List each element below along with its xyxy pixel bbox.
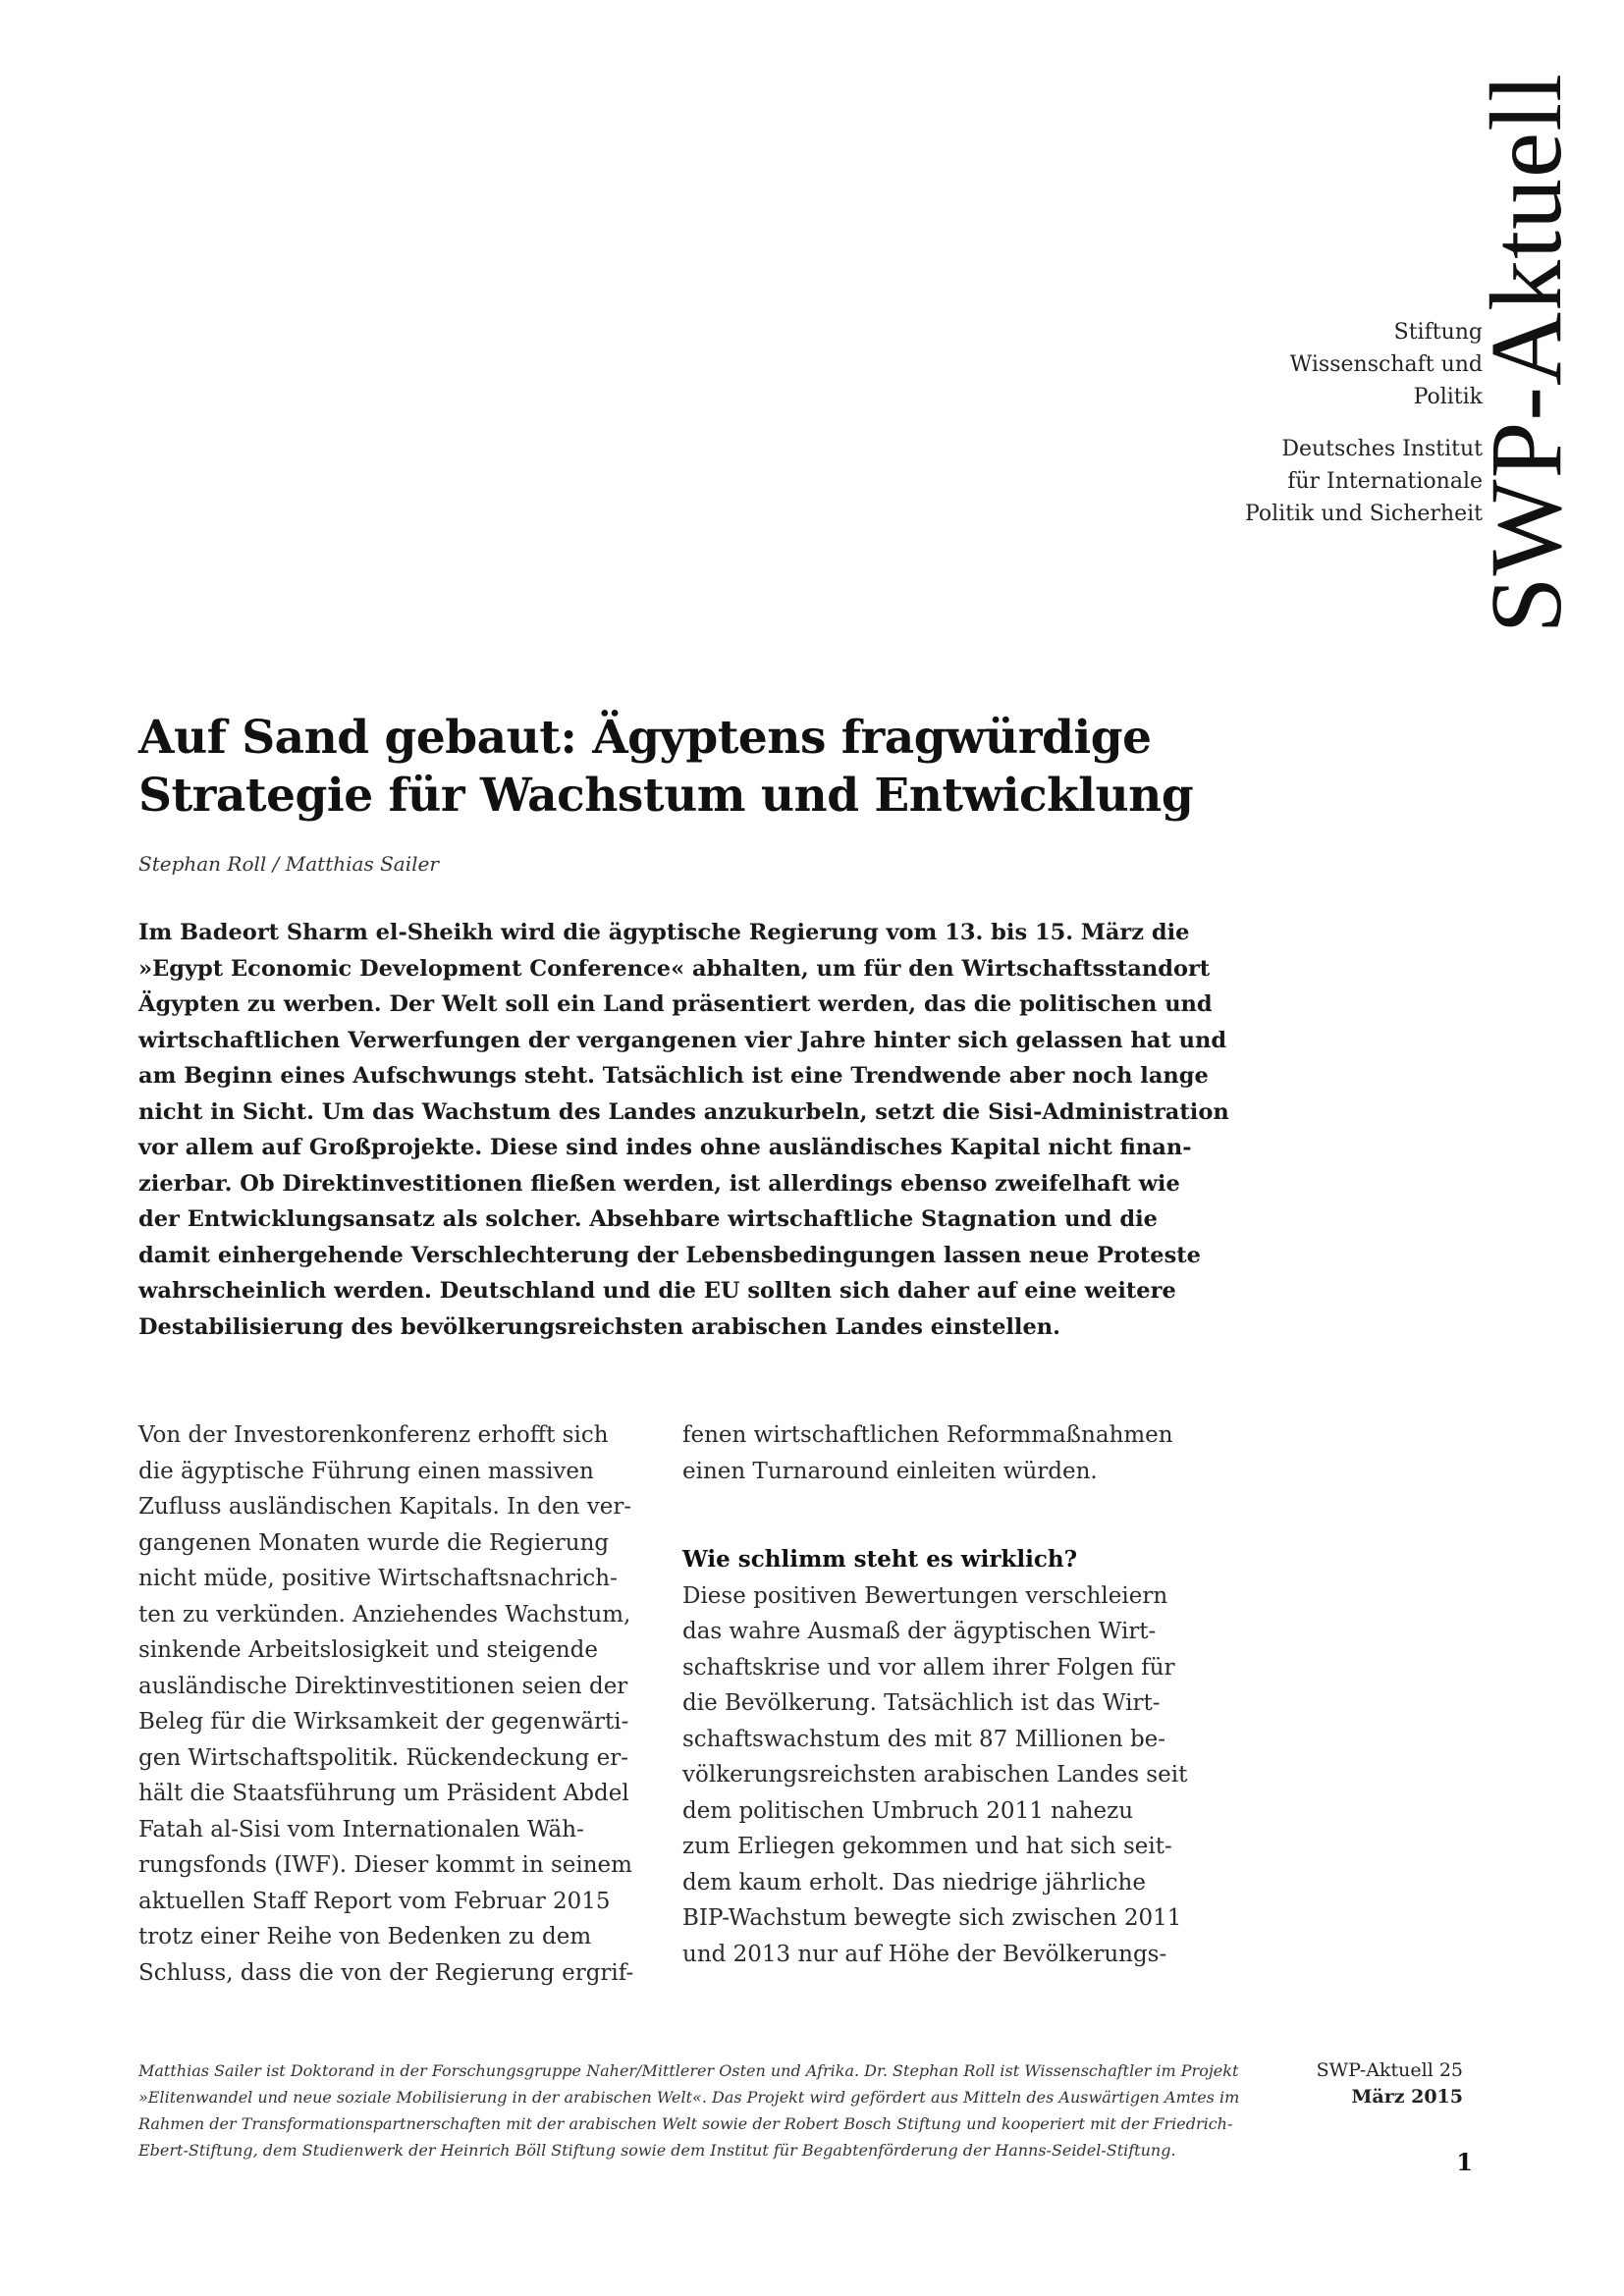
institution-subtitle [1159,433,1483,530]
institution-name [1159,316,1483,413]
institution-name-line: Politik [1413,385,1483,409]
institution-name-line: Wissenschaft und [1289,352,1483,377]
institution-subtitle-line: Deutsches Institut [1281,437,1483,461]
abstract-line: damit einhergehende Verschlechterung der Lebensbedingungen lassen neue Proteste [138,1242,1201,1268]
author-footnote [138,2057,1268,2163]
body-column-left [138,1417,649,1991]
abstract-line: wahrscheinlich werden. Deutschland und die EU sollten sich daher auf eine weitere [138,1278,1176,1304]
article-abstract [138,915,1229,1345]
footnote-line: »Elitenwandel und neue soziale Mobilisierung in der arabischen Welt«. Das Projekt wird gefördert aus Mitteln des Auswärtigen Amtes im [138,2088,1240,2107]
body-line: gen Wirtschaftspolitik. Rückendeckung er- [138,1744,629,1771]
body-line: völkerungsreichsten arabischen Landes seit [682,1762,1188,1788]
institution-subtitle-line: Politik und Sicherheit [1244,502,1483,526]
body-line: gangenen Monaten wurde die Regierung [138,1529,610,1556]
body-line: zum Erliegen gekommen und hat sich seit- [682,1834,1172,1859]
article-authors: Stephan Roll / Matthias Sailer [138,852,439,876]
body-line: dem politischen Umbruch 2011 nahezu [682,1797,1134,1824]
issue-date: März 2015 [1351,2086,1463,2108]
abstract-line: »Egypt Economic Development Conference« abhalten, um für den Wirtschaftsstandort [138,955,1211,982]
footnote-line: Matthias Sailer ist Doktorand in der Forschungsgruppe Naher/Mittlerer Osten und Afrika. Dr. Stephan Roll ist Wissenschaftler im Projekt [138,2061,1239,2080]
body-column-right [682,1417,1213,1972]
brand-title-text: SWP-Aktuell [1470,73,1583,634]
body-line: dem kaum erholt. Das niedrige jährliche [682,1869,1146,1896]
body-line: schaftswachstum des mit 87 Millionen be- [682,1726,1166,1752]
body-line: nicht müde, positive Wirtschaftsnachrich- [138,1566,618,1591]
abstract-line: wirtschaftlichen Verwerfungen der vergangenen vier Jahre hinter sich gelassen hat und [138,1027,1227,1053]
body-line: die ägyptische Führung einen massiven [138,1458,594,1484]
body-line: hält die Staatsführung um Präsident Abdel [138,1781,629,1806]
abstract-line: zierbar. Ob Direktinvestitionen fließen werden, ist allerdings ebenso zweifelhaft wie [138,1170,1180,1197]
body-line: Schluss, dass die von der Regierung ergrif- [138,1959,634,1986]
article-title-line: Strategie für Wachstum und Entwicklung [138,769,1194,823]
article-title [138,709,1238,825]
body-line: Von der Investorenkonferenz erhofft sich [138,1422,609,1448]
body-line: Beleg für die Wirksamkeit der gegenwärti- [138,1709,629,1735]
abstract-line: nicht in Sicht. Um das Wachstum des Landes anzukurbeln, setzt die Sisi-Administration [138,1098,1229,1125]
footnote-line: Ebert-Stiftung, dem Studienwerk der Heinrich Böll Stiftung sowie dem Institut für Begabtenförderung der Hanns-Seidel-Stiftung. [138,2141,1176,2160]
body-line: ausländische Direktinvestitionen seien der [138,1673,628,1699]
body-line: sinkende Arbeitslosigkeit und steigende [138,1637,599,1663]
page-number: 1 [1456,2148,1473,2176]
body-line: fenen wirtschaftlichen Reformmaßnahmen [682,1422,1173,1448]
body-line: Fatah al-Sisi vom Internationalen Wäh- [138,1816,584,1842]
issue-number: SWP-Aktuell 25 [1316,2059,1463,2081]
issue-info [1267,2057,1463,2110]
body-line: ten zu verkünden. Anziehendes Wachstum, [138,1601,631,1628]
article-title-line: Auf Sand gebaut: Ägyptens fragwürdige [138,711,1152,765]
footnote-line: Rahmen der Transformationspartnerschaften mit der arabischen Welt sowie der Robert Bosch Stiftung und kooperiert mit der Friedrich- [138,2114,1233,2133]
body-line: die Bevölkerung. Tatsächlich ist das Wirt- [682,1690,1161,1716]
abstract-line: Ägypten zu werben. Der Welt soll ein Land präsentiert werden, das die politischen und [138,991,1213,1017]
institution-subtitle-line: für Internationale [1287,469,1483,494]
body-line: trotz einer Reihe von Bedenken zu dem [138,1924,592,1949]
abstract-line: Im Badeort Sharm el-Sheikh wird die ägyptische Regierung vom 13. bis 15. März die [138,920,1190,945]
body-line: das wahre Ausmaß der ägyptischen Wirt- [682,1619,1157,1644]
body-line: einen Turnaround einleiten würden. [682,1458,1098,1484]
section-heading: Wie schlimm steht es wirklich? [682,1546,1078,1573]
abstract-line: der Entwicklungsansatz als solcher. Absehbare wirtschaftliche Stagnation und die [138,1206,1158,1232]
institution-block [1159,316,1483,530]
abstract-line: vor allem auf Großprojekte. Diese sind indes ohne ausländisches Kapital nicht finan- [138,1135,1192,1160]
body-line: Diese positiven Bewertungen verschleiern [682,1582,1168,1609]
body-line: und 2013 nur auf Höhe der Bevölkerungs- [682,1941,1167,1967]
body-line: schaftskrise und vor allem ihrer Folgen für [682,1654,1175,1681]
abstract-line: am Beginn eines Aufschwungs steht. Tatsächlich ist eine Trendwende aber noch lange [138,1063,1209,1089]
body-line: aktuellen Staff Report vom Februar 2015 [138,1888,611,1914]
institution-name-line: Stiftung [1393,320,1483,345]
body-line: rungsfonds (IWF). Dieser kommt in seinem [138,1852,632,1878]
abstract-line: Destabilisierung des bevölkerungsreichsten arabischen Landes einstellen. [138,1313,1060,1340]
body-line: Zufluss ausländischen Kapitals. In den ver- [138,1494,632,1520]
body-line: BIP-Wachstum bewegte sich zwischen 2011 [682,1905,1182,1931]
